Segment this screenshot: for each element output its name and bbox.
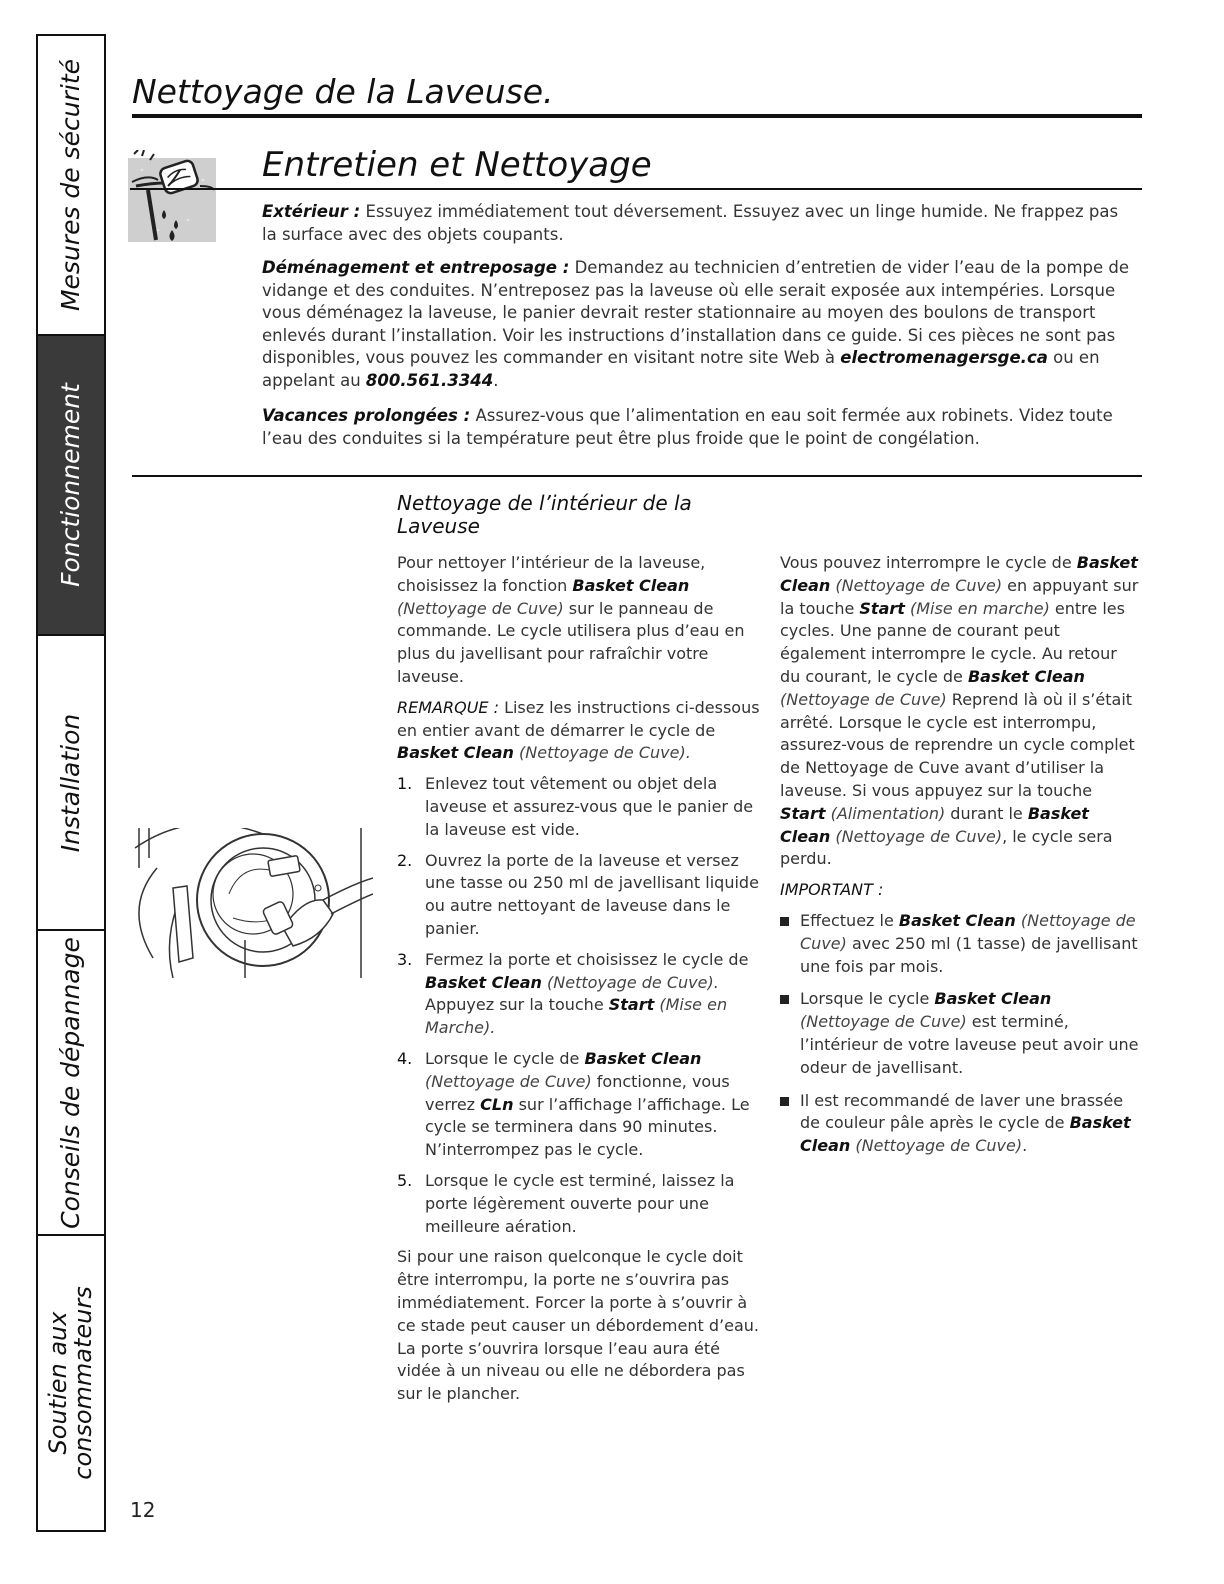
tab-label: Mesures de sécurité [55, 58, 85, 312]
interrupt-paragraph: Vous pouvez interrompre le cycle de Basket Clean (Nettoyage de Cuve) en appuyant sur la touche Start (Mise en marche) entre les cycles. Une panne de courant peut également interrompre le cycle. Au retour du courant, le cycle de Basket Clean (Nettoyage de Cuve) Reprend là où il s’était arrêté. Lorsque le cycle est interrompu, assurez-vous de reprendre un cycle complet de Nettoyage de Cuve avant d’utiliser la laveuse. Si vous appuyez sur la touche Start (Alimentation) durant le Basket Clean (Nettoyage de Cuve), le cycle sera perdu. [780, 553, 1139, 869]
list-item: Lorsque le cycle Basket Clean (Nettoyage de Cuve) est terminé, l’intérieur de votre laveuse peut avoir une odeur de javellisant. [780, 988, 1142, 1079]
sponge-wipe-icon [128, 150, 216, 242]
moving-paragraph: Déménagement et entreposage : Demandez au technicien d’entretien de vider l’eau de la pompe de vidange et des conduites. N’entreposez pas la laveuse où elle serait exposée aux intempéries. Lorsque vous déménagez la laveuse, le panier devrait rester stationnaire au moyen des boulons de transport enlevés durant l’installation. Voir les instructions d’installation dans ce guide. Si ces pièces ne sont pas disponibles, vous pouvez les commander en visitant notre site Web à electromenagersge.ca ou en appelant au 800.561.3344. [262, 258, 1130, 390]
note-paragraph: REMARQUE : Lisez les instructions ci-dessous en entier avant de démarrer le cycle de Basket Clean (Nettoyage de Cuve). [397, 697, 760, 763]
tab-operation[interactable] [38, 336, 104, 636]
tab-consumer-support[interactable] [38, 1236, 104, 1530]
bullet-icon [780, 995, 789, 1004]
section-rule [130, 188, 1142, 190]
important-list [780, 910, 1142, 1158]
vacation-paragraph: Vacances prolongées : Assurez-vous que l’alimentation en eau soit fermée aux robinets. Videz toute l’eau des conduites si la température peut être plus froide que le point de congélation. [262, 406, 1113, 448]
section-title: Entretien et Nettoyage [262, 145, 652, 185]
tab-label: Conseils de dépannage [55, 936, 85, 1229]
interior-left-column [397, 552, 762, 1414]
list-item: 3. Fermez la porte et choisissez le cycle de Basket Clean (Nettoyage de Cuve). Appuyez sur la touche Start (Mise en Marche). [397, 949, 749, 1038]
exterior-paragraph: Extérieur : Essuyez immédiatement tout déversement. Essuyez avec un linge humide. Ne frappez pas la surface avec des objets coupants. [262, 202, 1119, 244]
tab-label: Soutien aux consommateurs [43, 1286, 97, 1480]
tab-troubleshooting[interactable] [38, 931, 104, 1236]
page-title: Nettoyage de la Laveuse. [132, 72, 554, 111]
list-item: 5. Lorsque le cycle est terminé, laissez la porte légèrement ouverte pour une meilleure aération. [397, 1170, 735, 1236]
list-item: 4. Lorsque le cycle de Basket Clean (Nettoyage de Cuve) fonctionne, vous verrez CLn sur l’affichage l’affichage. Le cycle se terminera dans 90 minutes. N’interrompez pas le cycle. [397, 1048, 750, 1160]
website-link[interactable]: electromenagersge.ca [840, 348, 1048, 367]
tab-installation[interactable] [38, 636, 104, 931]
phone-number: 800.561.3344 [365, 370, 494, 390]
interior-right-column [780, 552, 1142, 1168]
page-number: 12 [130, 1498, 156, 1522]
title-rule [132, 114, 1142, 118]
important-heading: IMPORTANT : [780, 880, 884, 900]
list-item: 2. Ouvrez la porte de la laveuse et versez une tasse ou 250 ml de javellisant liquide ou autre nettoyant de laveuse dans le panier. [397, 850, 759, 938]
closing-paragraph: Si pour une raison quelconque le cycle doit être interrompu, la porte ne s’ouvrira pas immédiatement. Forcer la porte à s’ouvrir à ce stade peut causer un débordement d’eau. La porte s’ouvrira lorsque l’eau aura été vidée à un niveau ou elle ne débordera pas sur le plancher. [397, 1247, 759, 1404]
tab-safety[interactable] [38, 36, 104, 336]
steps-list [397, 773, 762, 1238]
section-rule [132, 475, 1142, 477]
intro-paragraph: Pour nettoyer l’intérieur de la laveuse, choisissez la fonction Basket Clean (Nettoyage de Cuve) sur le panneau de commande. Le cycle utilisera plus d’eau en plus du javellisant pour rafraîchir votre laveuse. [397, 553, 745, 686]
washer-drum-bleach-pour-icon [133, 828, 373, 986]
list-item: 1. Enlevez tout vêtement ou objet dela laveuse et assurez-vous que le panier de la laveuse est vide. [397, 774, 754, 839]
interior-title: Nettoyage de l’intérieur de la Laveuse [397, 491, 692, 538]
list-item: Il est recommandé de laver une brassée de couleur pâle après le cycle de Basket Clean (Nettoyage de Cuve). [780, 1090, 1142, 1158]
tab-label: Fonctionnement [55, 383, 85, 587]
tab-label: Installation [55, 713, 85, 852]
bullet-icon [780, 917, 789, 926]
list-item: Effectuez le Basket Clean (Nettoyage de Cuve) avec 250 ml (1 tasse) de javellisant une fois par mois. [780, 910, 1142, 978]
section-sidebar [36, 34, 106, 1532]
bullet-icon [780, 1097, 789, 1106]
